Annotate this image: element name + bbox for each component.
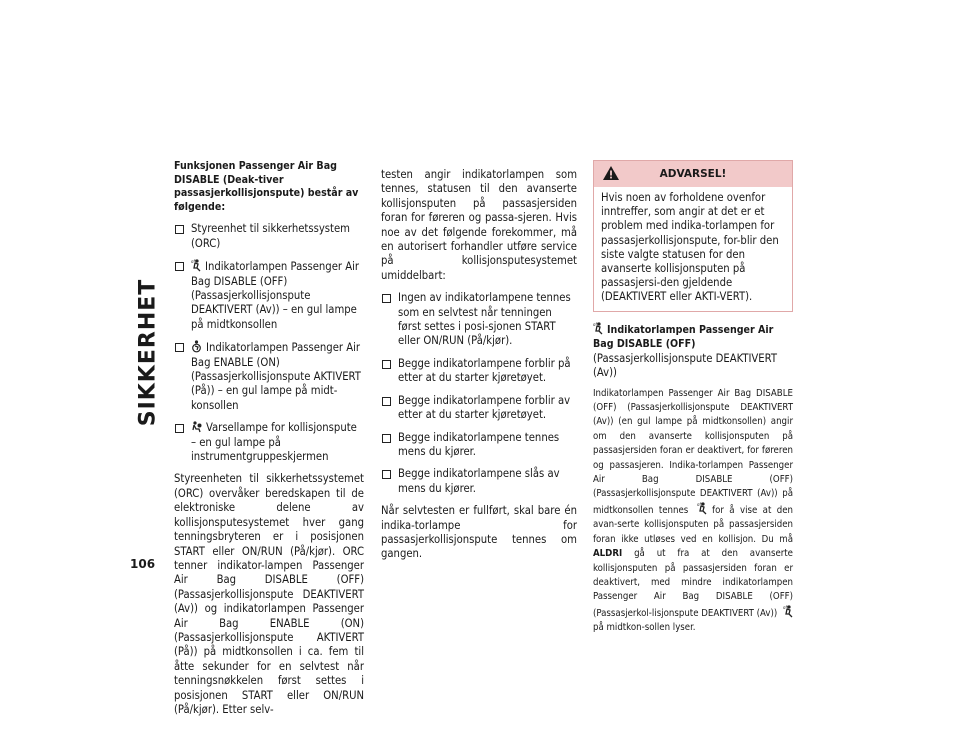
- checkbox-bullet-icon: [382, 294, 391, 303]
- list-item: off Indikatorlampen Passenger Air Bag DISABLE (OFF) (Passasjerkollisjonspute DEAKTIVERT (Av)) – en gul lampe på midtkonsollen: [174, 259, 364, 332]
- checkbox-bullet-icon: [382, 360, 391, 369]
- component-list: [174, 222, 364, 464]
- passenger-airbag-off-icon: [191, 259, 201, 272]
- list-item: Styreenhet til sikkerhetssystem (ORC): [174, 222, 364, 251]
- list-item: Begge indikatorlampene tennes mens du kjører.: [381, 431, 577, 460]
- svg-text:off: off: [593, 321, 599, 327]
- col1-paragraph: Styreenheten til sikkerhetssystemet (ORC) overvåker beredskapen til de elektroniske delene av kollisjonsputesystemet hver gang tenningsbryteren er i posisjonen START eller ON/RUN (På/kjør). ORC tenner indikator-lampen Passenger Air Bag DISABLE (OFF) (Passasjerkollisjonspute DEAKTIVERT (Av)) og indikatorlampen Passenger Air Bag ENABLE (ON) (Passasjerkollisjonspute AKTIVERT (På)) på midtkonsollen i ca. fem til åtte sekunder for en selvtest når tenningsnøkkelen først settes i posisjonen START eller ON/RUN (På/kjør). Etter selv-: [174, 472, 364, 716]
- passenger-airbag-off-icon: [697, 502, 707, 515]
- disable-lamp-description: Indikatorlampen Passenger Air Bag DISABLE (OFF) (Passasjerkollisjonspute DEAKTIVERT (Av)) (en gul lampe på midtkonsollen) angir om den avanserte kollisjonsputen på passasjersiden foran er deaktivert, for føreren og passasjeren. Indika-torlampen Passenger Air Bag DISABLE (OFF) (Passasjerkollisjonspute DEAKTIVERT (Av)) på midtkonsollen tennes off for å vise at den avan-serte kollisjonsputen på passasjersiden foran ikke utløses ved en kollisjon. Du må ALDRI gå ut fra at den avanserte kollisjonsputen på passasjersiden foran er deaktivert, med mindre indikatorlampen Passenger Air Bag DISABLE (OFF) (Passasjerkol-lisjonspute DEAKTIVERT (Av)) off på midtkon-sollen lyser.: [593, 387, 793, 634]
- checkbox-bullet-icon: [382, 434, 391, 443]
- warning-triangle-icon: [602, 165, 620, 181]
- column-3: [593, 160, 793, 644]
- warning-title: ADVARSEL!: [659, 167, 727, 180]
- checkbox-bullet-icon: [175, 343, 184, 352]
- col2-paragraph-2: Når selvtesten er fullført, skal bare én indika-torlampe for passasjerkollisjonspute tennes om gangen.: [381, 504, 577, 561]
- airbag-warning-icon: [191, 421, 202, 433]
- list-item: Indikatorlampen Passenger Air Bag ENABLE (ON) (Passasjerkollisjonspute AKTIVERT (På)) – en gul lampe på midt-konsollen: [174, 340, 364, 413]
- list-item: Begge indikatorlampene forblir på etter at du starter kjøretøyet.: [381, 357, 577, 386]
- warning-box: [593, 160, 793, 312]
- passenger-airbag-off-icon: [783, 605, 793, 618]
- svg-text:off: off: [783, 604, 789, 610]
- section-tab: [135, 160, 161, 545]
- svg-text:off: off: [191, 259, 197, 265]
- list-item: Begge indikatorlampene slås av mens du kjører.: [381, 467, 577, 496]
- list-item: Varsellampe for kollisjonspute – en gul lampe på instrumentgruppeskjermen: [174, 421, 364, 464]
- passenger-airbag-on-icon: [191, 340, 202, 353]
- svg-text:off: off: [696, 501, 702, 507]
- list-item: Ingen av indikatorlampene tennes som en selvtest når tenningen først settes i posi-sjonen START eller ON/RUN (På/kjør).: [381, 291, 577, 349]
- sub-heading: [593, 322, 793, 381]
- sub-heading-bold: Indikatorlampen Passenger Air Bag DISABLE (OFF): [593, 323, 774, 351]
- list-item: Begge indikatorlampene forblir av etter at du starter kjøretøyet.: [381, 394, 577, 423]
- passenger-airbag-off-icon: [593, 322, 603, 335]
- warning-header: [594, 161, 792, 187]
- checkbox-bullet-icon: [175, 262, 184, 271]
- column-2: [381, 168, 577, 570]
- column-1: [174, 160, 364, 725]
- section-title: SIKKERHET: [135, 278, 161, 427]
- warning-text: Hvis noen av forholdene ovenfor inntreffer, som angir at det er et problem med indika-torlampen for passasjerkollisjonspute, for-blir den siste valgte statusen for den avanserte kollisjonsputen på passasjersi-den gjeldende (DEAKTIVERT eller AKTI-VERT).: [601, 191, 779, 304]
- checkbox-bullet-icon: [175, 424, 184, 433]
- checkbox-bullet-icon: [382, 397, 391, 406]
- checkbox-bullet-icon: [175, 225, 184, 234]
- sub-heading-rest: (Passasjerkollisjonspute DEAKTIVERT (Av)): [593, 351, 777, 380]
- fault-list: [381, 291, 577, 496]
- col1-heading: Funksjonen Passenger Air Bag DISABLE (Deak-tiver passasjerkollisjonspute) består av følgende:: [174, 160, 359, 213]
- col2-paragraph-1: testen angir indikatorlampen som tennes, statusen til den avanserte kollisjonsputen på passasjersiden foran for føreren og passa-sjeren. Hvis noe av det følgende forekommer, må en autorisert forhandler utføre service på kollisjonsputesystemet umiddelbart:: [381, 168, 577, 282]
- checkbox-bullet-icon: [382, 470, 391, 479]
- page-number: 106: [130, 557, 156, 571]
